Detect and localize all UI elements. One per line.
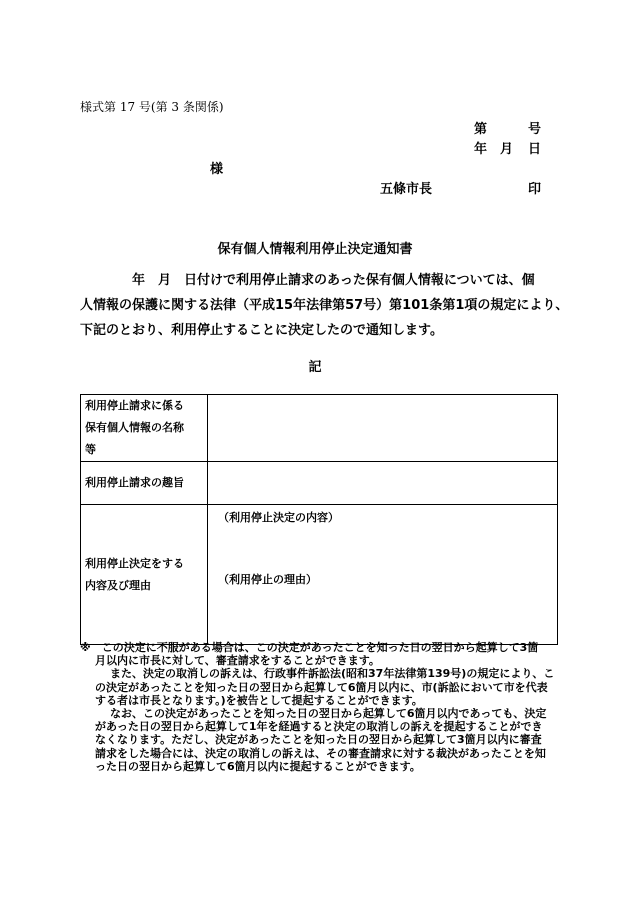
document-number-suffix: 号 bbox=[528, 122, 542, 137]
ki-heading: 記 bbox=[308, 360, 322, 375]
note-line: する者は市長となります。)を被告として提起することができます。 bbox=[95, 693, 423, 707]
document-title: 保有個人情報利用停止決定通知書 bbox=[217, 242, 413, 257]
body-paragraph bbox=[80, 268, 569, 343]
addressee-honorific: 様 bbox=[210, 162, 224, 177]
note-line: 月以内に市長に対して、審査請求をすることができます。 bbox=[95, 654, 380, 668]
table-row bbox=[81, 395, 558, 462]
label-line: 利用停止請求に係る bbox=[85, 399, 184, 412]
table-row bbox=[81, 505, 558, 645]
note-line: の決定があったことを知った日の翌日から起算して6箇月以内に、市(訴訟において市を代表 bbox=[95, 680, 548, 694]
note-line: 請求をした場合には、決定の取消しの訴えは、その審査請求に対する裁決があったことを知 bbox=[95, 746, 546, 760]
notes-section bbox=[80, 641, 560, 773]
label-line: 内容及び理由 bbox=[85, 578, 151, 592]
note-line: ※ この決定に不服がある場合は、この決定があったことを知った日の翌日から起算して3箇 bbox=[80, 641, 539, 654]
decision-content-subheading: （利用停止決定の内容） bbox=[218, 511, 339, 524]
label-line: 保有個人情報の名称 bbox=[85, 421, 184, 434]
note-line: があった日の翌日から起算して1年を経過すると決定の取消しの訴えを提起することができ bbox=[95, 720, 543, 734]
decision-reason-subheading: （利用停止の理由） bbox=[218, 573, 317, 586]
sender-name: 五條市長 bbox=[380, 182, 433, 197]
decision-content-reason-field[interactable] bbox=[208, 505, 558, 645]
label-line: 利用停止決定をする bbox=[85, 556, 184, 570]
personal-info-name-field[interactable] bbox=[208, 395, 558, 462]
note-line: った日の翌日から起算して6箇月以内に提起することができます。 bbox=[95, 759, 421, 773]
label-request-purpose: 利用停止請求の趣旨 bbox=[81, 462, 208, 505]
label-line: 等 bbox=[85, 443, 96, 456]
date-day: 日 bbox=[528, 142, 542, 157]
date-month: 月 bbox=[500, 142, 514, 157]
document-number-prefix: 第 bbox=[474, 122, 488, 137]
note-line: なくなります。ただし、決定があったことを知った日の翌日から起算して3箇月以内に審査 bbox=[95, 733, 542, 747]
seal-mark: 印 bbox=[528, 182, 542, 197]
note-line: なお、この決定があったことを知った日の翌日から起算して6箇月以内であっても、決定 bbox=[110, 707, 547, 721]
body-line: 下記のとおり、利用停止することに決定したので通知します。 bbox=[80, 323, 443, 338]
label-decision-content-reason bbox=[81, 505, 208, 645]
body-line: 人情報の保護に関する法律（平成15年法律第57号）第101条第1項の規定により、 bbox=[80, 298, 569, 313]
body-line: 年 月 日付けで利用停止請求のあった保有個人情報については、個 bbox=[132, 273, 535, 288]
note-line: また、決定の取消しの訴えは、行政事件訴訟法(昭和37年法律第139号)の規定により、こ bbox=[110, 667, 555, 681]
date-year: 年 bbox=[474, 142, 488, 157]
request-purpose-field[interactable] bbox=[208, 462, 558, 505]
table-row bbox=[81, 462, 558, 505]
decision-table bbox=[80, 394, 558, 645]
label-personal-info-name bbox=[81, 395, 208, 462]
form-number: 様式第 17 号(第 3 条関係) bbox=[80, 100, 224, 114]
